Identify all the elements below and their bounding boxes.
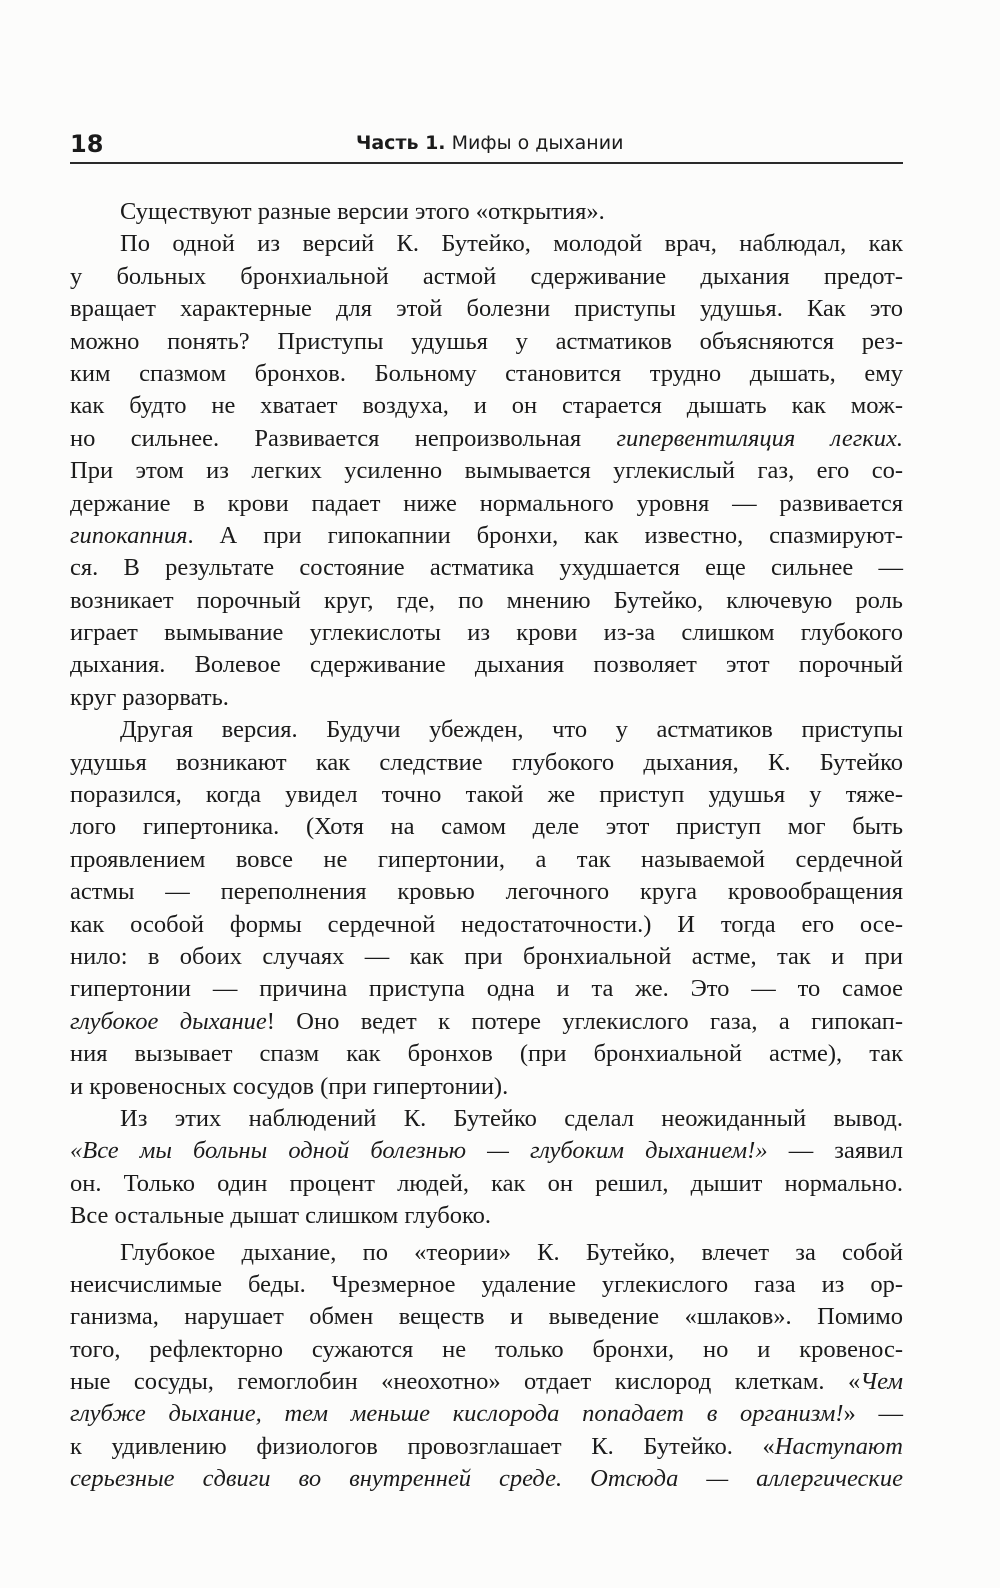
text-line (70, 1398, 903, 1430)
text-line (70, 1463, 903, 1495)
text-line (70, 1366, 903, 1398)
text-run: астмы — переполнения кровью легочного круга кровообращения (70, 878, 903, 906)
text-line (70, 1103, 903, 1135)
italic-text: Чем (860, 1368, 903, 1396)
text-line (70, 1038, 903, 1070)
text-run: гипертонии — причина приступа одна и та же. Это — то самое (70, 975, 903, 1003)
text-run: ким спазмом бронхов. Больному становится трудно дышать, ему (70, 359, 903, 387)
text-line (70, 941, 903, 973)
text-line (70, 326, 903, 358)
text-run: вращает характерные для этой болезни приступы удушья. Как это (70, 295, 903, 323)
text-run: Другая версия. Будучи убежден, что у астматиков приступы (120, 716, 903, 744)
text-run: Все остальные дышат слишком глубоко. (70, 1202, 492, 1230)
text-line (70, 390, 903, 422)
text-line (70, 1071, 903, 1103)
text-line (70, 293, 903, 325)
text-line (70, 714, 903, 746)
text-run: дыхания. Волевое сдерживание дыхания позволяет этот порочный (70, 651, 903, 679)
text-run: как особой формы сердечной недостаточности.) И тогда его осе- (70, 910, 903, 938)
text-run: поразился, когда увидел точно такой же приступ удушья у тяже- (70, 781, 903, 809)
text-run: ния вызывает спазм как бронхов (при бронхиальной астме), так (70, 1040, 903, 1068)
text-line (70, 649, 903, 681)
text-run: и кровеносных сосудов (при гипертонии). (70, 1072, 509, 1100)
text-line (70, 1168, 903, 1200)
text-run: он. Только один процент людей, как он решил, дышит нормально. (70, 1169, 903, 1197)
chapter-title: Мифы о дыхании (451, 132, 624, 154)
italic-text: Наступают (774, 1432, 903, 1460)
text-line (70, 1334, 903, 1366)
italic-text: серьезные сдвиги во внутренней среде. Отсюда — аллергические (70, 1465, 903, 1493)
text-run: проявлением вовсе не гипертонии, а так называемой сердечной (70, 845, 903, 873)
text-line (70, 1200, 903, 1232)
text-line (70, 1237, 903, 1269)
text-line (70, 488, 903, 520)
text-run: » — (843, 1400, 904, 1428)
text-run: но сильнее. Развивается непроизвольная (70, 424, 617, 452)
text-line (70, 682, 903, 714)
text-run: лого гипертоника. (Хотя на самом деле этот приступ мог быть (70, 813, 903, 841)
text-line (70, 811, 903, 843)
text-run: держание в крови падает ниже нормального уровня — развивается (70, 489, 903, 517)
text-run: Существуют разные версии этого «открытия». (120, 198, 605, 225)
text-run: . А при гипокапнии бронхи, как известно, спазмируют- (187, 521, 903, 549)
text-line (70, 520, 903, 552)
text-line (70, 1006, 903, 1038)
text-run: — заявил (767, 1137, 903, 1165)
text-run: неисчислимые беды. Чрезмерное удаление углекислого газа из ор- (70, 1270, 903, 1298)
text-line (70, 196, 903, 228)
text-line (70, 358, 903, 390)
italic-text: гипервентиляция легких. (616, 424, 903, 452)
italic-text: глубже дыхание, тем меньше кислорода попадает в организм! (70, 1400, 844, 1428)
text-line (70, 423, 903, 455)
italic-text: глубокое дыхание (70, 1007, 267, 1035)
running-head (356, 132, 623, 154)
text-line (70, 876, 903, 908)
text-run: Глубокое дыхание, по «теории» К. Бутейко, влечет за собой (120, 1238, 903, 1266)
text-run: к удивлению физиологов провозглашает К. Бутейко. « (70, 1432, 775, 1460)
text-line (70, 228, 903, 260)
text-line (70, 585, 903, 617)
text-run: того, рефлекторно сужаются не только бронхи, но и кровенос- (70, 1335, 903, 1363)
page-number: 18 (70, 130, 104, 158)
text-run: играет вымывание углекислоты из крови из-за слишком глубокого (70, 619, 903, 647)
text-line (70, 779, 903, 811)
text-line (70, 261, 903, 293)
text-line (70, 1301, 903, 1333)
text-run: ! Оно ведет к потере углекислого газа, а гипокап- (266, 1007, 904, 1035)
text-run: Из этих наблюдений К. Бутейко сделал неожиданный вывод. (120, 1104, 903, 1132)
text-run: как будто не хватает воздуха, и он старается дышать как мож- (70, 392, 903, 420)
text-line (70, 552, 903, 584)
text-line (70, 1431, 903, 1463)
text-line (70, 909, 903, 941)
text-line (70, 973, 903, 1005)
text-run: у больных бронхиальной астмой сдерживание дыхания предот- (70, 262, 903, 290)
text-run: возникает порочный круг, где, по мнению Бутейко, ключевую роль (70, 586, 903, 614)
text-run: нило: в обоих случаях — как при бронхиальной астме, так и при (70, 942, 903, 970)
text-line (70, 1135, 903, 1167)
text-run: По одной из версий К. Бутейко, молодой врач, наблюдал, как (120, 230, 903, 258)
text-run: ные сосуды, гемоглобин «неохотно» отдает кислород клеткам. « (70, 1368, 861, 1396)
text-line (70, 747, 903, 779)
text-line (70, 617, 903, 649)
text-line (70, 455, 903, 487)
page-header (70, 128, 903, 164)
text-line (70, 1269, 903, 1301)
italic-text: «Все мы больны одной болезнью — глубоким дыханием!» (70, 1137, 768, 1165)
text-run: ся. В результате состояние астматика ухудшается еще сильнее — (70, 554, 903, 582)
part-label: Часть 1. (356, 132, 446, 154)
text-line (70, 844, 903, 876)
text-run: ганизма, нарушает обмен веществ и выведение «шлаков». Помимо (70, 1303, 903, 1331)
text-run: При этом из легких усиленно вымывается углекислый газ, его со- (70, 457, 903, 485)
text-run: удушья возникают как следствие глубокого дыхания, К. Бутейко (70, 748, 903, 776)
text-run: можно понять? Приступы удушья у астматиков объясняются рез- (70, 327, 903, 355)
text-run: круг разорвать. (70, 683, 229, 711)
italic-text: гипокапния (70, 521, 188, 549)
body-text (70, 196, 903, 1496)
